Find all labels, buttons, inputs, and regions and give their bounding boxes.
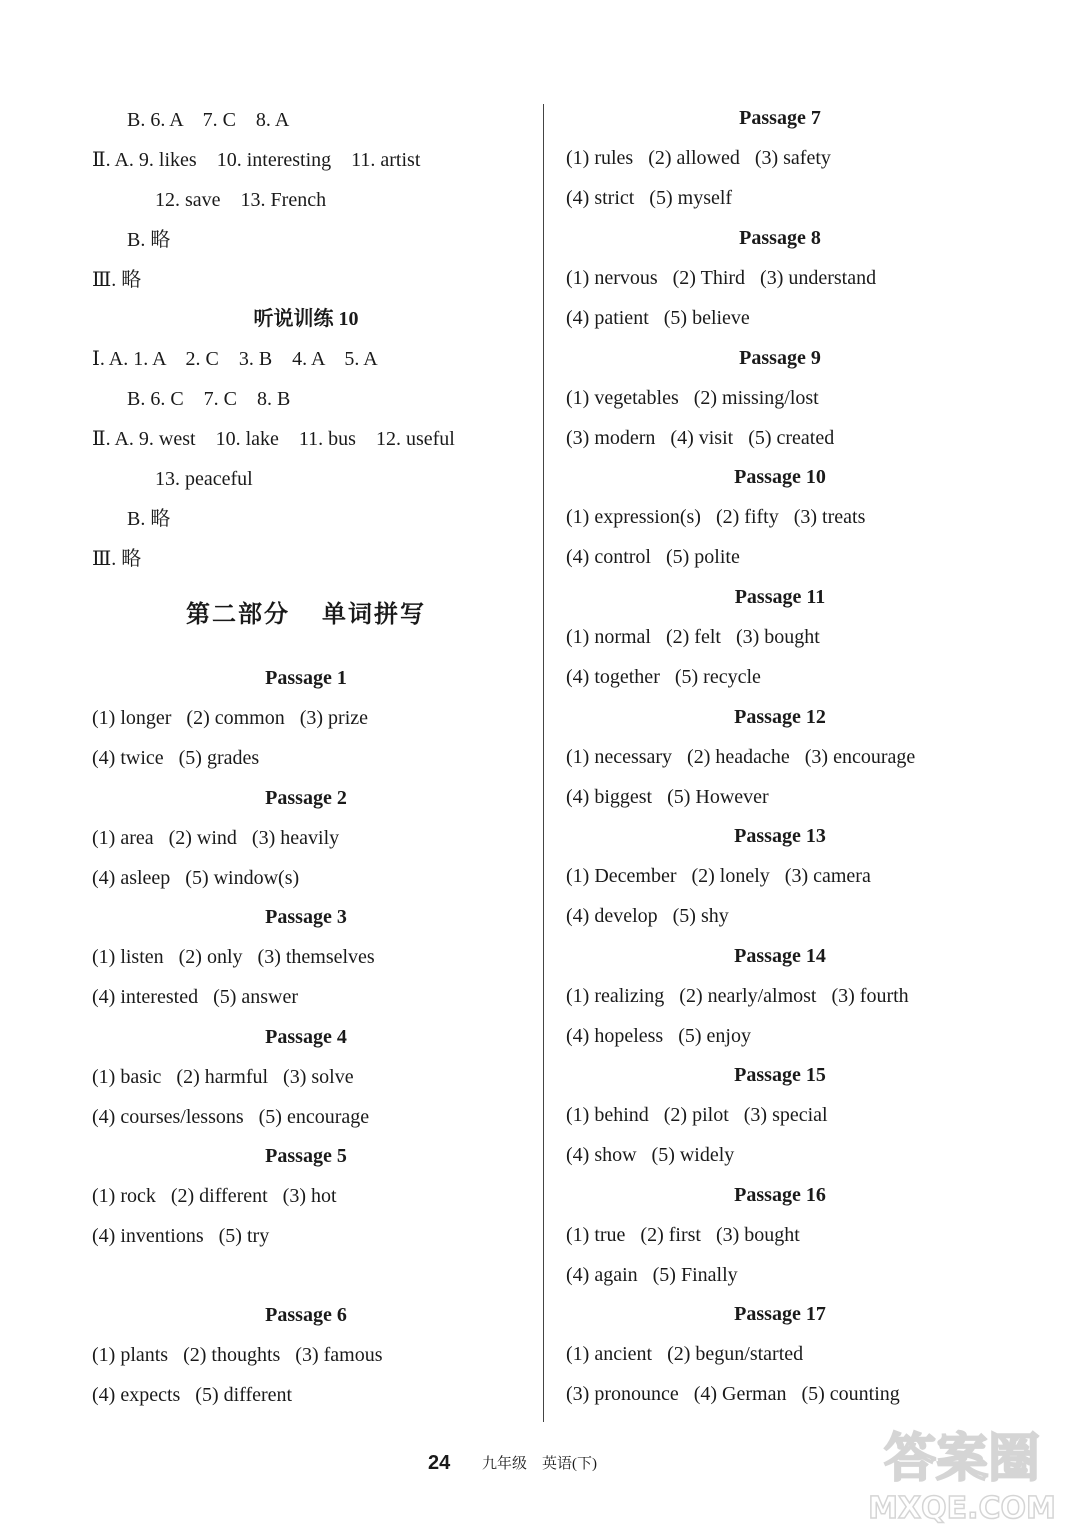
passage-title: Passage 14 <box>734 945 826 967</box>
answer-line: B. 6. C 7. C 8. B <box>127 388 291 410</box>
watermark-logo <box>862 1418 1062 1528</box>
grade-label: 九年级 <box>482 1456 528 1472</box>
svg-text:答案圈: 答案圈 <box>883 1429 1041 1489</box>
passage-answers: (1) normal (2) felt (3) bought <box>566 626 820 648</box>
passage-answers: (1) true (2) first (3) bought <box>566 1224 800 1246</box>
answer-line: B. 略 <box>127 508 171 530</box>
subject-label: 英语(下) <box>542 1456 597 1472</box>
passage-title: Passage 6 <box>265 1304 347 1326</box>
passage-title: Passage 3 <box>265 906 347 928</box>
passage-title: Passage 17 <box>734 1303 826 1325</box>
passage-answers: (4) strict (5) myself <box>566 187 733 209</box>
passage-answers: (3) modern (4) visit (5) created <box>566 427 835 449</box>
passage-title: Passage 12 <box>734 706 826 728</box>
answer-line: Ⅰ. A. 1. A 2. C 3. B 4. A 5. A <box>92 348 378 370</box>
passage-title: Passage 1 <box>265 667 347 689</box>
svg-text:MXQE.COM: MXQE.COM <box>868 1491 1056 1526</box>
passage-answers: (4) biggest (5) However <box>566 786 769 808</box>
passage-answers: (4) courses/lessons (5) encourage <box>92 1106 370 1128</box>
passage-answers: (4) inventions (5) try <box>92 1225 270 1247</box>
passage-answers: (1) necessary (2) headache (3) encourage <box>566 746 916 768</box>
passage-answers: (4) twice (5) grades <box>92 747 260 769</box>
passage-answers: (1) listen (2) only (3) themselves <box>92 946 375 968</box>
passage-title: Passage 8 <box>739 227 821 249</box>
passage-answers: (1) vegetables (2) missing/lost <box>566 387 819 409</box>
passage-answers: (4) asleep (5) window(s) <box>92 867 300 889</box>
passage-title: Passage 15 <box>734 1064 826 1086</box>
passage-title: Passage 5 <box>265 1145 347 1167</box>
passage-answers: (4) patient (5) believe <box>566 307 750 329</box>
passage-answers: (4) hopeless (5) enjoy <box>566 1025 751 1047</box>
page-number: 24 <box>428 1452 451 1474</box>
section-title: 第二部分 单词拼写 <box>186 602 426 628</box>
passage-answers: (1) rock (2) different (3) hot <box>92 1185 337 1207</box>
passage-title: Passage 4 <box>265 1026 347 1048</box>
answer-line: Ⅱ. A. 9. west 10. lake 11. bus 12. useful <box>92 428 455 450</box>
training-title: 听说训练 10 <box>253 308 359 330</box>
passage-title: Passage 13 <box>734 825 826 847</box>
answer-line: B. 略 <box>127 229 171 251</box>
passage-answers: (4) expects (5) different <box>92 1384 293 1406</box>
passage-title: Passage 16 <box>734 1184 826 1206</box>
column-divider <box>543 104 544 1422</box>
answer-line: 12. save 13. French <box>155 189 327 211</box>
passage-answers: (1) plants (2) thoughts (3) famous <box>92 1344 383 1366</box>
answer-line: B. 6. A 7. C 8. A <box>127 109 290 131</box>
passage-answers: (4) control (5) polite <box>566 546 740 568</box>
answer-line: Ⅲ. 略 <box>92 269 142 291</box>
passage-title: Passage 7 <box>739 107 821 129</box>
passage-answers: (4) develop (5) shy <box>566 905 729 927</box>
passage-title: Passage 10 <box>734 466 826 488</box>
passage-title: Passage 11 <box>734 586 826 608</box>
passage-answers: (1) longer (2) common (3) prize <box>92 707 369 729</box>
passage-answers: (4) again (5) Finally <box>566 1264 738 1286</box>
passage-answers: (1) realizing (2) nearly/almost (3) fourth <box>566 985 909 1007</box>
passage-answers: (4) interested (5) answer <box>92 986 299 1008</box>
passage-answers: (1) expression(s) (2) fifty (3) treats <box>566 506 866 528</box>
passage-answers: (1) basic (2) harmful (3) solve <box>92 1066 354 1088</box>
passage-answers: (3) pronounce (4) German (5) counting <box>566 1383 900 1405</box>
answer-line: Ⅱ. A. 9. likes 10. interesting 11. artist <box>92 149 421 171</box>
passage-answers: (1) rules (2) allowed (3) safety <box>566 147 831 169</box>
passage-answers: (1) December (2) lonely (3) camera <box>566 865 871 887</box>
passage-answers: (1) area (2) wind (3) heavily <box>92 827 340 849</box>
passage-answers: (4) show (5) widely <box>566 1144 735 1166</box>
passage-title: Passage 2 <box>265 787 347 809</box>
passage-answers: (1) behind (2) pilot (3) special <box>566 1104 828 1126</box>
passage-answers: (1) nervous (2) Third (3) understand <box>566 267 877 289</box>
passage-answers: (1) ancient (2) begun/started <box>566 1343 804 1365</box>
passage-answers: (4) together (5) recycle <box>566 666 761 688</box>
answer-line: Ⅲ. 略 <box>92 548 142 570</box>
answer-line: 13. peaceful <box>155 468 253 490</box>
passage-title: Passage 9 <box>739 347 821 369</box>
